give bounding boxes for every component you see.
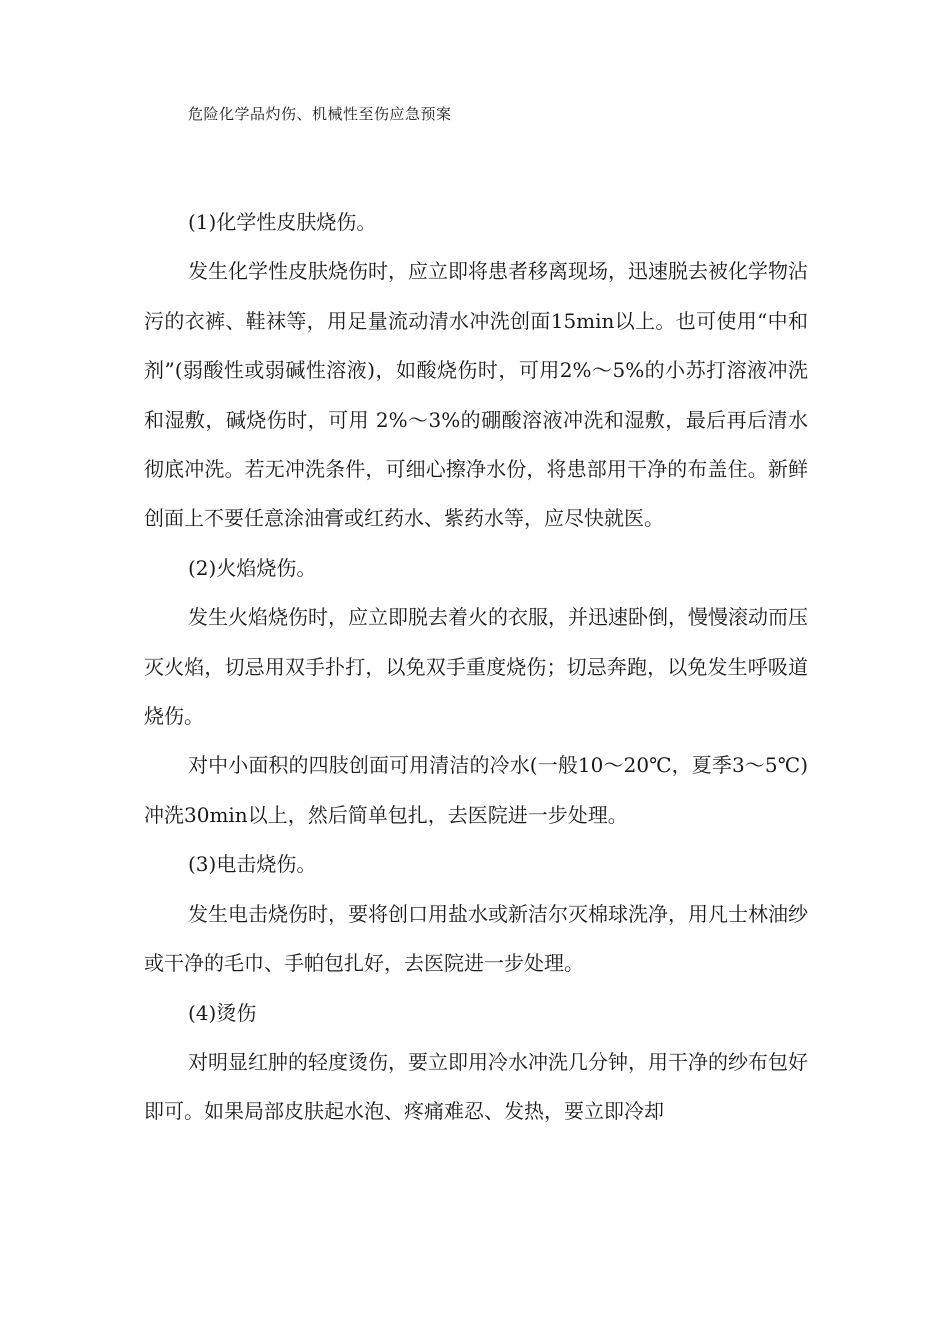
document-body <box>144 198 808 1137</box>
section-heading-chemical-burn: (1)化学性皮肤烧伤。 <box>188 210 377 234</box>
paragraph-scald: 对明显红肿的轻度烫伤，要立即用冷水冲洗几分钟，用干净的纱布包好即可。如果局部皮肤起水泡、疼痛难忍、发热，要立即冷却 <box>144 1049 808 1124</box>
section-heading-flame-burn: (2)火焰烧伤。 <box>188 555 317 580</box>
paragraph-flame-burn: 发生火焰烧伤时，应立即脱去着火的衣服，并迅速卧倒，慢慢滚动而压灭火焰，切忌用双手扑打，以免双手重度烧伤；切忌奔跑，以免发生呼吸道烧伤。 <box>144 605 808 729</box>
page-header: 危险化学品灼伤、机械性至伤应急预案 <box>188 105 452 123</box>
section-heading-electric-burn: (3)电击烧伤。 <box>188 852 317 877</box>
paragraph-limb-wound: 对中小面积的四肢创面可用清洁的冷水(一般10～20℃，夏季3～5℃)冲洗30min以上，然后简单包扎，去医院进一步处理。 <box>144 753 808 827</box>
paragraph-chemical-burn: 发生化学性皮肤烧伤时，应立即将患者移离现场，迅速脱去被化学物沾污的衣裤、鞋袜等，用足量流动清水冲洗创面15min以上。也可使用“中和剂”(弱酸性或弱碱性溶液)，如酸烧伤时，可用2%～5%的小苏打溶液冲洗和湿敷，碱烧伤时，可用 2%～3%的硼酸溶液冲洗和湿敷，最后再后清水彻底冲洗。若无冲洗条件，可细心擦净水份，将患部用干净的布盖住。新鲜创面上不要任意涂油膏或红药水、紫药水等，应尽快就医。 <box>144 259 808 531</box>
section-heading-scald: (4)烫伤 <box>188 1000 257 1025</box>
paragraph-electric-burn: 发生电击烧伤时，要将创口用盐水或新洁尔灭棉球洗净，用凡士林油纱或干净的毛巾、手帕包扎好，去医院进一步处理。 <box>144 901 808 976</box>
